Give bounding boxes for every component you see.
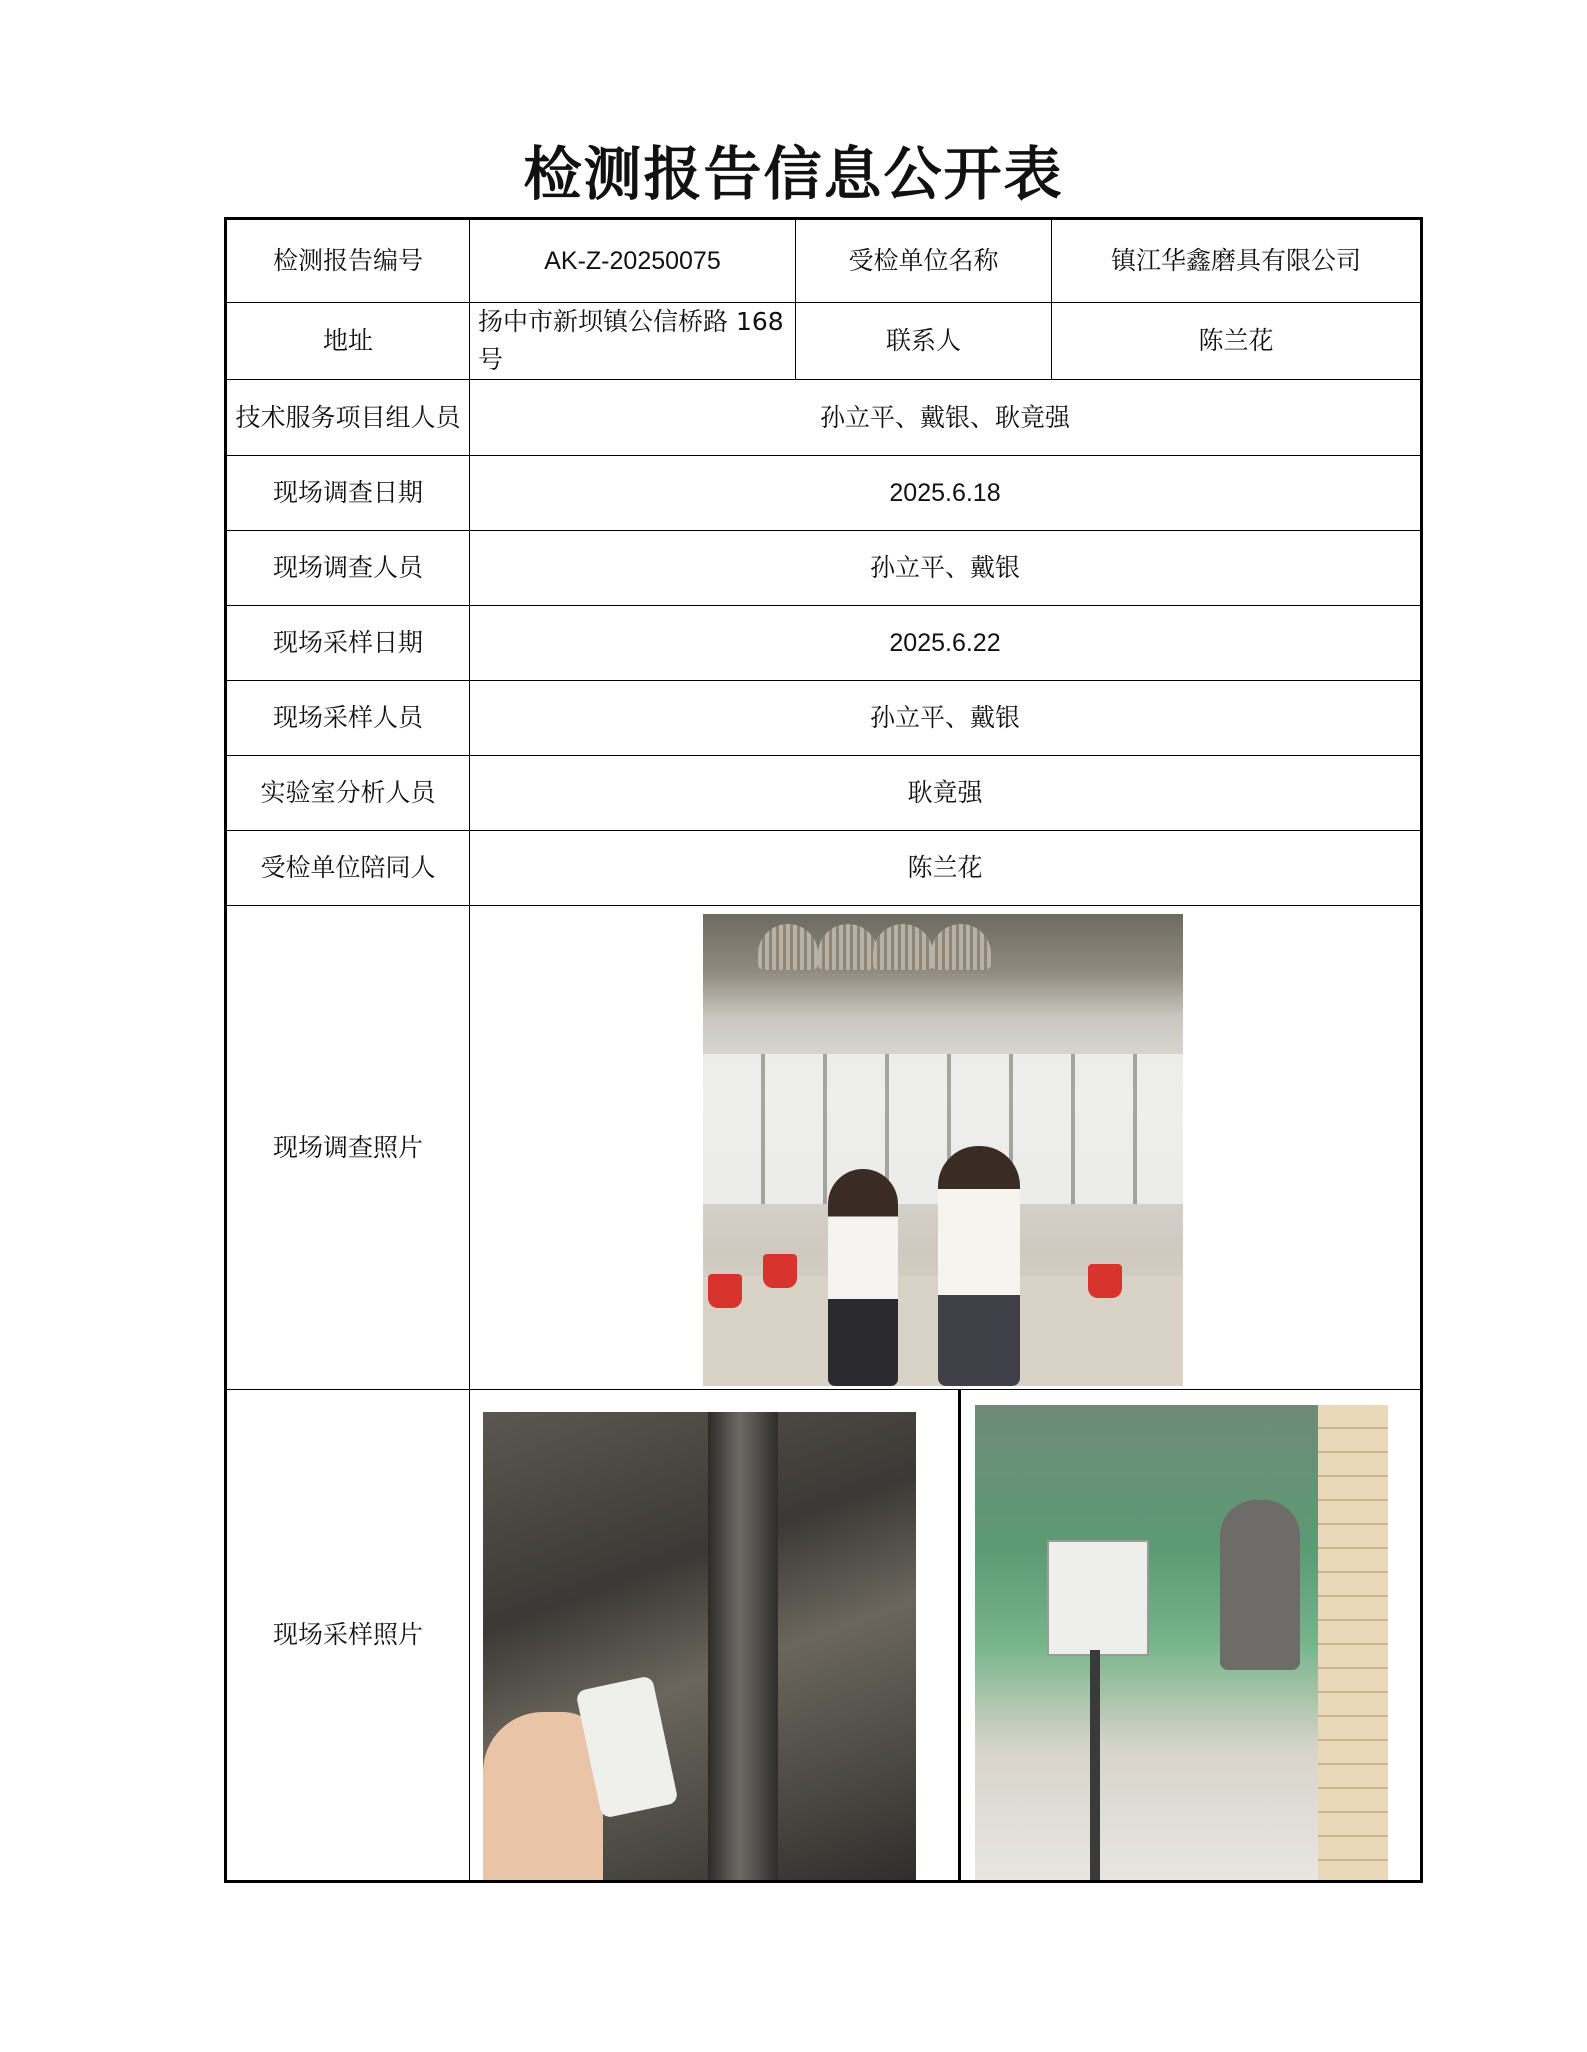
sampler-box (1047, 1540, 1149, 1656)
row-survey-photo (226, 906, 1422, 1390)
person-survey-1 (828, 1169, 898, 1386)
row-report-no (226, 219, 1422, 303)
worker (1220, 1500, 1300, 1670)
row-survey-date (226, 456, 1422, 531)
sample-date-value: 2025.6.22 (470, 606, 1422, 681)
sample-photo-tripod (975, 1405, 1388, 1882)
red-bucket (708, 1274, 742, 1308)
address-label: 地址 (226, 303, 470, 380)
row-sample-staff (226, 681, 1422, 756)
person-survey-2 (938, 1146, 1020, 1386)
red-bucket (763, 1254, 797, 1288)
sample-staff-label: 现场采样人员 (226, 681, 470, 756)
contact-label: 联系人 (796, 303, 1052, 380)
unit-name-value: 镇江华鑫磨具有限公司 (1052, 219, 1422, 303)
lab-staff-label: 实验室分析人员 (226, 756, 470, 831)
info-table (224, 217, 1423, 1883)
roof-fan-3 (873, 924, 933, 970)
survey-date-value: 2025.6.18 (470, 456, 1422, 531)
wood-rack (1318, 1405, 1388, 1882)
report-no-value: AK-Z-20250075 (470, 219, 796, 303)
roof-fan-2 (818, 924, 878, 970)
sample-photo-cell (470, 1390, 1422, 1882)
roof-fan-4 (931, 924, 991, 970)
survey-staff-value: 孙立平、戴银 (470, 531, 1422, 606)
sample-staff-value: 孙立平、戴银 (470, 681, 1422, 756)
survey-staff-label: 现场调查人员 (226, 531, 470, 606)
sample-photo-label: 现场采样照片 (226, 1390, 470, 1882)
lab-staff-value: 耿竟强 (470, 756, 1422, 831)
contact-value: 陈兰花 (1052, 303, 1422, 380)
press-column (708, 1412, 778, 1882)
row-lab-staff (226, 756, 1422, 831)
row-sample-photo (226, 1390, 1422, 1882)
team-label: 技术服务项目组人员 (226, 380, 470, 456)
row-escort (226, 831, 1422, 906)
photo-divider (958, 1390, 961, 1880)
escort-value: 陈兰花 (470, 831, 1422, 906)
survey-date-label: 现场调查日期 (226, 456, 470, 531)
page-title: 检测报告信息公开表 (523, 140, 1064, 208)
red-bucket (1088, 1264, 1122, 1298)
report-no-label: 检测报告编号 (226, 219, 470, 303)
address-value: 扬中市新坝镇公信桥路 168 号 (470, 303, 796, 380)
unit-name-label: 受检单位名称 (796, 219, 1052, 303)
roof-fan-1 (758, 924, 818, 970)
survey-photo-label: 现场调查照片 (226, 906, 470, 1390)
team-value: 孙立平、戴银、耿竟强 (470, 380, 1422, 456)
tripod (1070, 1650, 1120, 1882)
sample-date-label: 现场采样日期 (226, 606, 470, 681)
row-team (226, 380, 1422, 456)
survey-photo-cell (470, 906, 1422, 1390)
row-sample-date (226, 606, 1422, 681)
row-address (226, 303, 1422, 380)
row-survey-staff (226, 531, 1422, 606)
sample-photo-noise-meter (483, 1412, 916, 1882)
escort-label: 受检单位陪同人 (226, 831, 470, 906)
survey-photo (703, 914, 1183, 1386)
